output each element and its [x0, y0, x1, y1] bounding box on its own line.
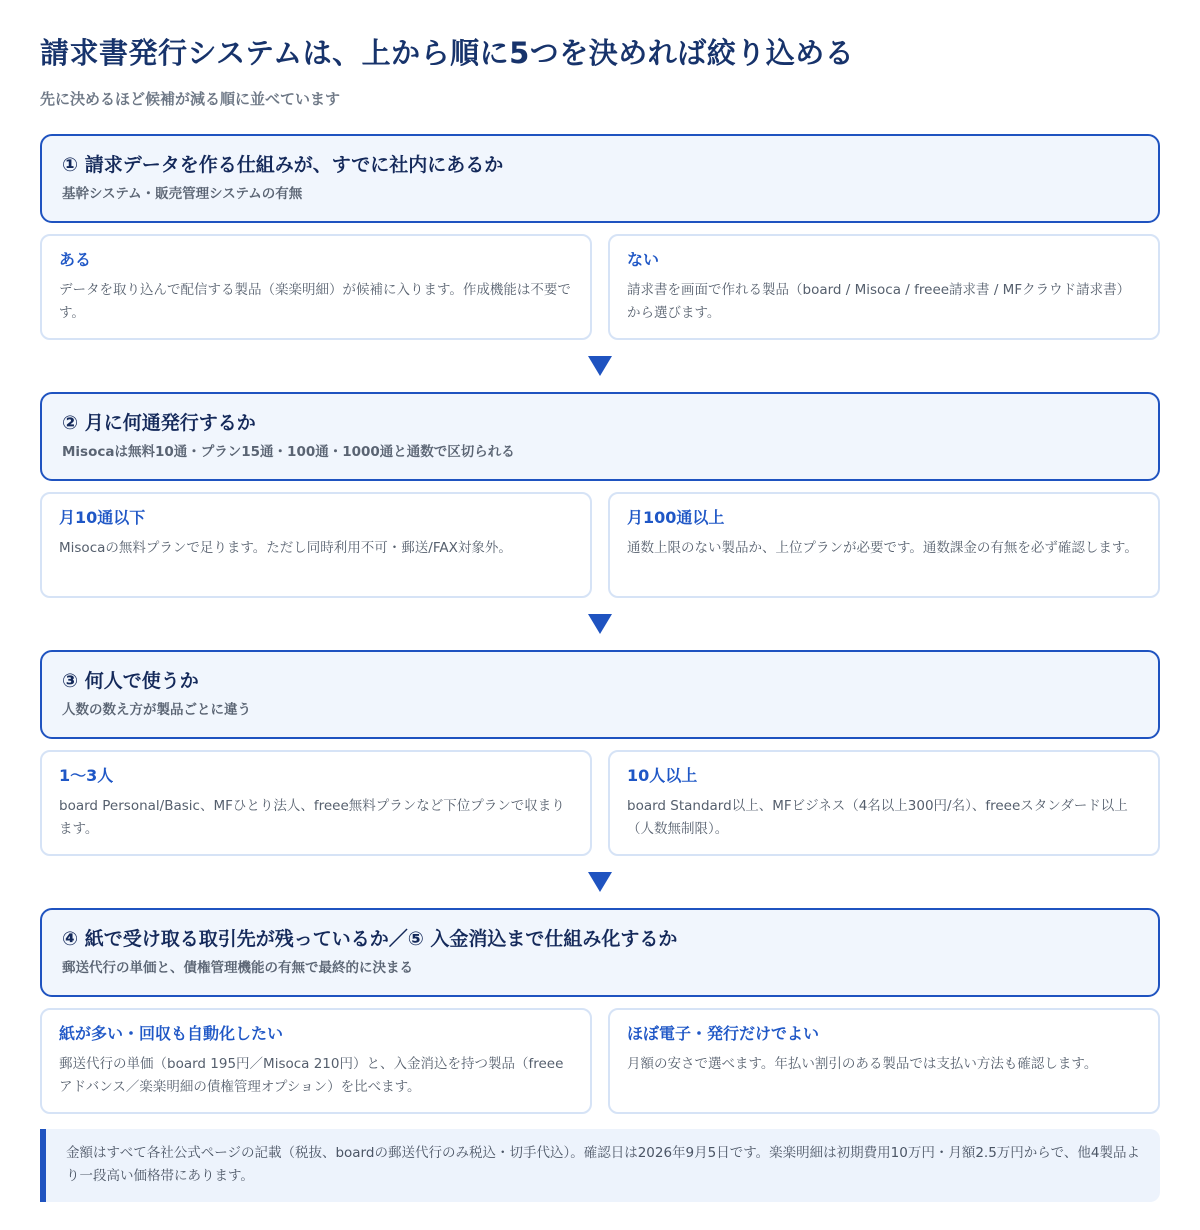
option-text: 月額の安さで選べます。年払い割引のある製品では支払い方法も確認します。	[627, 1056, 1098, 1072]
arrow-down-icon	[588, 356, 612, 376]
flow-arrow	[40, 598, 1160, 650]
option-card	[608, 1008, 1160, 1114]
flow-arrow	[40, 340, 1160, 392]
option-title: ほぼ電子・発行だけでよい	[627, 1024, 820, 1043]
option-title: 10人以上	[627, 766, 698, 785]
option-card	[40, 492, 592, 598]
step-4-5	[40, 908, 1160, 1114]
option-card	[40, 750, 592, 856]
option-text: board Standard以上、MFビジネス（4名以上300円/名）、freeeスタンダード以上（人数無制限）。	[627, 798, 1128, 837]
step-1	[40, 134, 1160, 340]
step-description: Misocaは無料10通・プラン15通・100通・1000通と通数で区切られる	[62, 444, 515, 460]
option-title: 月10通以下	[59, 508, 146, 527]
page-subtitle: 先に決めるほど候補が減る順に並べています	[40, 90, 341, 108]
step-header	[40, 392, 1160, 481]
option-text: Misocaの無料プランで足ります。ただし同時利用不可・郵送/FAX対象外。	[59, 540, 512, 556]
option-title: ある	[59, 250, 92, 269]
step-description: 基幹システム・販売管理システムの有無	[62, 186, 303, 202]
step-3	[40, 650, 1160, 856]
page-title: 請求書発行システムは、上から順に5つを決めれば絞り込める	[40, 36, 855, 70]
step-options	[40, 1008, 1160, 1114]
option-title: 紙が多い・回収も自動化したい	[59, 1024, 284, 1043]
option-text: 通数上限のない製品か、上位プランが必要です。通数課金の有無を必ず確認します。	[627, 540, 1138, 556]
step-description: 郵送代行の単価と、債権管理機能の有無で最終的に決まる	[62, 960, 413, 976]
option-title: 1〜3人	[59, 766, 114, 785]
option-text: データを取り込んで配信する製品（楽楽明細）が候補に入ります。作成機能は不要です。	[59, 282, 571, 321]
arrow-down-icon	[588, 614, 612, 634]
option-title: 月100通以上	[627, 508, 725, 527]
step-header	[40, 908, 1160, 997]
step-options	[40, 492, 1160, 598]
step-options	[40, 750, 1160, 856]
option-card	[608, 234, 1160, 340]
option-text: 郵送代行の単価（board 195円／Misoca 210円）と、入金消込を持つ製品（freeeアドバンス／楽楽明細の債権管理オプション）を比べます。	[59, 1056, 564, 1095]
step-description: 人数の数え方が製品ごとに違う	[62, 702, 251, 718]
option-card	[608, 750, 1160, 856]
step-title: ② 月に何通発行するか	[62, 412, 256, 434]
option-text: 請求書を画面で作れる製品（board / Misoca / freee請求書 / MFクラウド請求書）から選びます。	[627, 282, 1131, 321]
step-2	[40, 392, 1160, 598]
step-options	[40, 234, 1160, 340]
step-title: ③ 何人で使うか	[62, 670, 199, 692]
option-card	[40, 234, 592, 340]
option-card	[608, 492, 1160, 598]
step-title: ④ 紙で受け取る取引先が残っているか／⑤ 入金消込まで仕組み化するか	[62, 928, 678, 950]
step-header	[40, 134, 1160, 223]
step-header	[40, 650, 1160, 739]
option-title: ない	[627, 250, 660, 269]
option-card	[40, 1008, 592, 1114]
step-title: ① 請求データを作る仕組みが、すでに社内にあるか	[62, 154, 504, 176]
flow-arrow	[40, 856, 1160, 908]
arrow-down-icon	[588, 872, 612, 892]
decision-flow	[40, 134, 1160, 1114]
pricing-note: 金額はすべて各社公式ページの記載（税抜、boardの郵送代行のみ税込・切手代込）。確認日は2026年9月5日です。楽楽明細は初期費用10万円・月額2.5万円からで、他4製品より一段高い価格帯にあります。	[40, 1129, 1160, 1202]
option-text: board Personal/Basic、MFひとり法人、freee無料プランなど下位プランで収まります。	[59, 798, 565, 837]
